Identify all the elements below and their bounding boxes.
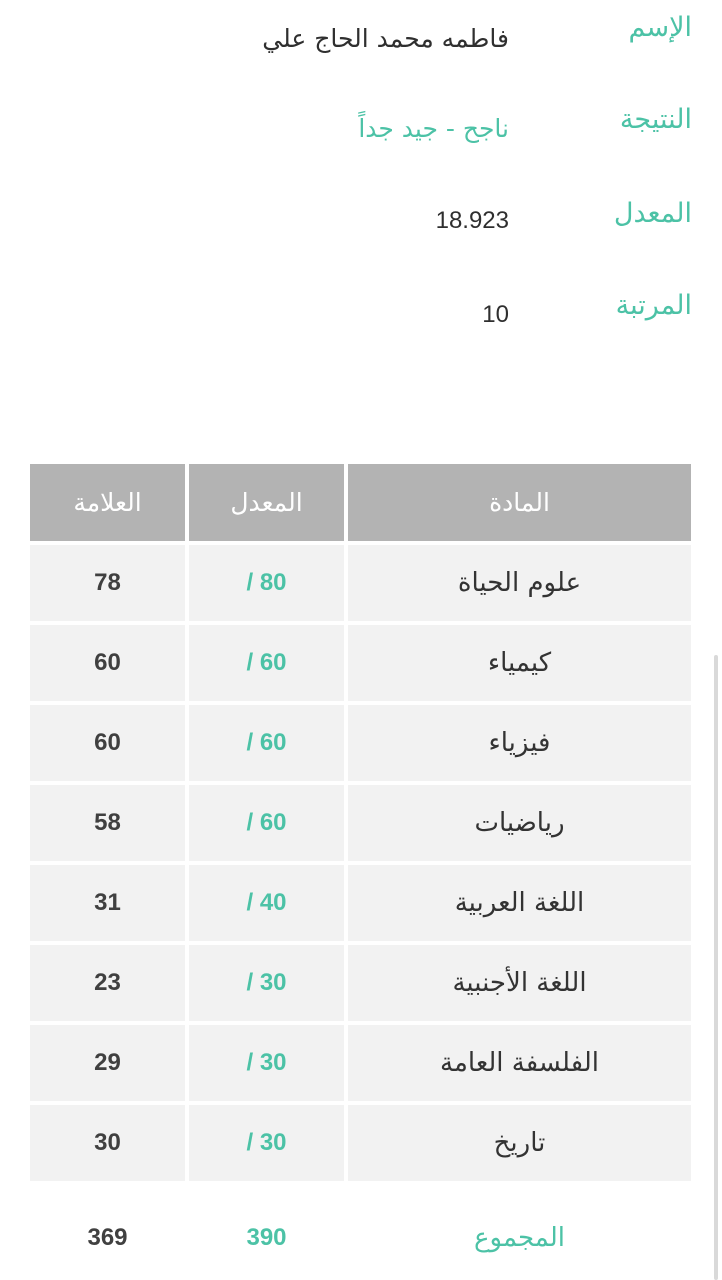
row-subject: كيمياء <box>487 648 552 678</box>
row-average: / 80 <box>246 569 287 596</box>
row-subject: رياضيات <box>474 808 565 838</box>
row-average: / 60 <box>246 809 287 836</box>
name-label: الإسم <box>628 12 692 43</box>
table-row <box>30 625 691 701</box>
table-row <box>30 545 691 621</box>
row-score: 60 <box>94 649 121 676</box>
row-score: 23 <box>94 969 121 996</box>
rank-value: 10 <box>482 301 509 328</box>
result-label: النتيجة <box>619 104 692 135</box>
header-average: المعدل <box>189 464 344 541</box>
table-header <box>30 464 691 541</box>
row-score: 58 <box>94 809 121 836</box>
table-row <box>30 945 691 1021</box>
row-average: / 60 <box>246 649 287 676</box>
row-subject: اللغة الأجنبية <box>452 968 587 998</box>
row-average: / 30 <box>246 1129 287 1156</box>
rank-label: المرتبة <box>615 290 692 321</box>
average-value: 18.923 <box>435 207 509 234</box>
row-average: / 30 <box>246 969 287 996</box>
header-subject: المادة <box>348 464 691 541</box>
row-score: 31 <box>94 889 121 916</box>
table-row <box>30 865 691 941</box>
row-score: 30 <box>94 1129 121 1156</box>
table-row <box>30 1105 691 1181</box>
row-average: / 30 <box>246 1049 287 1076</box>
student-name: فاطمه محمد الحاج علي <box>262 24 509 53</box>
table-row <box>30 1025 691 1101</box>
total-score: 369 <box>87 1224 128 1251</box>
row-subject: الفلسفة العامة <box>440 1048 599 1078</box>
row-subject: تاريخ <box>493 1128 546 1158</box>
row-subject: فيزياء <box>488 728 551 758</box>
table-row <box>30 785 691 861</box>
row-score: 29 <box>94 1049 121 1076</box>
row-score: 60 <box>94 729 121 756</box>
total-label: المجموع <box>474 1223 565 1253</box>
scrollbar[interactable] <box>714 655 718 1280</box>
row-average: / 60 <box>246 729 287 756</box>
header-score: العلامة <box>30 464 185 541</box>
row-average: / 40 <box>246 889 287 916</box>
table-row <box>30 705 691 781</box>
average-label: المعدل <box>613 198 692 229</box>
total-row <box>30 1206 691 1270</box>
row-score: 78 <box>94 569 121 596</box>
grades-table <box>30 464 691 1181</box>
total-average: 390 <box>246 1224 287 1251</box>
result-value: ناجح - جيد جداً <box>358 114 509 143</box>
row-subject: اللغة العربية <box>454 888 585 918</box>
row-subject: علوم الحياة <box>457 568 582 598</box>
